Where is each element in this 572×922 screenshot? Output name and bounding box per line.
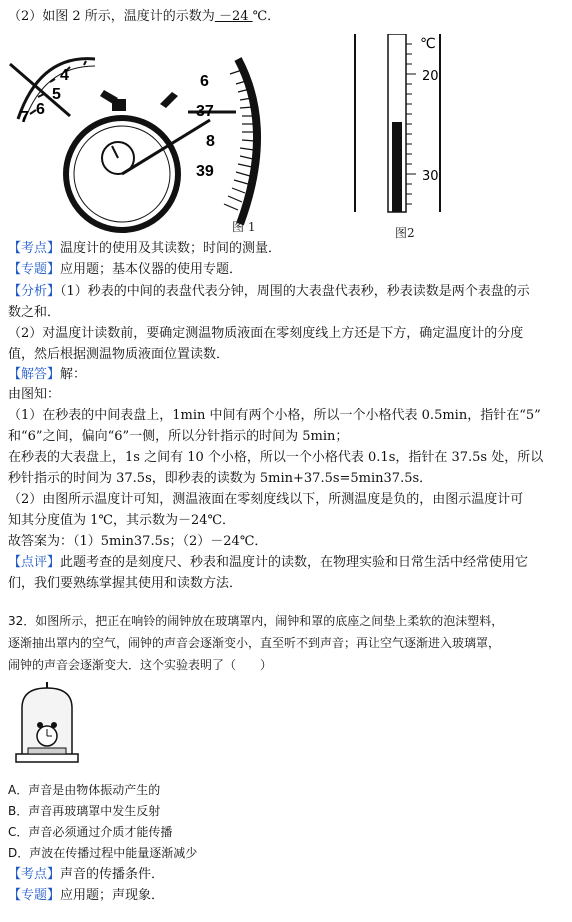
second-scale-zoom: [188, 59, 257, 224]
dianping-line-1: [8, 554, 528, 572]
solution-line-5: 秒针指示的时间为 37.5s，即秒表的读数为 5min+37.5s=5min37.5s．: [8, 471, 433, 486]
q32-zhuanti-text: 应用题；声现象．: [60, 888, 165, 903]
solution-line-6: （2）由图所示温度计可知，测温液面在零刻度线以下，所测温度是负的，由图示温度计可: [8, 492, 524, 507]
q32-zhuanti-tag: 【专题】: [8, 888, 61, 903]
zhuanti-text: 应用题；基本仪器的使用专题．: [60, 262, 243, 277]
fenxi-text-1: （1）秒表的中间的表盘代表分钟，周围的大表盘代表秒，秒表读数是两个表盘的示: [60, 284, 530, 299]
dial-num-7: 7: [20, 109, 29, 126]
q32-zhuanti-line: [8, 887, 164, 905]
solution-line-2: （1）在秒表的中间表盘上，1min 中间有两个小格，所以一个小格代表 0.5min，指针在“5”: [8, 408, 541, 423]
kaodian-line: [8, 240, 281, 258]
option-b: B．声音再玻璃罩中发生反射: [8, 804, 161, 818]
solution-line-8: 故答案为：（1）5min37.5s；（2）－24℃．: [8, 534, 268, 549]
kaodian-text: 温度计的使用及其读数；时间的测量．: [60, 241, 282, 256]
option-c: C．声音必须通过介质才能传播: [8, 825, 173, 839]
figure-2-caption: 图2: [395, 226, 415, 240]
q32-kaodian-text: 声音的传播条件．: [60, 867, 165, 882]
scale-num-39: 39: [196, 163, 214, 180]
zhuanti-line: [8, 261, 242, 279]
solution-line-1: 由图知：: [8, 387, 61, 402]
dianping-tag: 【点评】: [8, 555, 61, 570]
q32-line-1: 32．如图所示，把正在响铃的闹钟放在玻璃罩内，闹钟和罩的底座之间垫上柔软的泡沫塑料，: [8, 614, 504, 628]
figure-1-stopwatch: [0, 34, 340, 234]
solution-line-7: 知其分度值为 1℃，其示数为－24℃．: [8, 513, 236, 528]
fenxi-line-3: （2）对温度计读数前，要确定测温物质液面在零刻度线上方还是下方，确定温度计的分度: [8, 326, 524, 341]
q2-prefix: （2）如图 2 所示，温度计的示数为: [8, 9, 215, 24]
thermo-unit: ℃: [420, 36, 436, 52]
q32-kaodian-line: [8, 866, 164, 884]
dianping-line-2: 们，我们要熟练掌握其使用和读数方法．: [8, 576, 243, 591]
thermo-label-20: 20: [422, 69, 439, 84]
jieda-text: 解：: [60, 367, 87, 382]
alarm-clock-icon: [37, 722, 57, 746]
dial-num-6: 6: [36, 101, 45, 118]
fenxi-line-4: 值，然后根据测温物质液面位置读数．: [8, 347, 230, 362]
option-d: D．声波在传播过程中能量逐渐减少: [8, 846, 198, 860]
thermo-label-30: 30: [422, 169, 439, 184]
q2-answer-line: [8, 8, 280, 26]
bell-jar-figure: [12, 680, 82, 772]
scale-num-6: 6: [200, 73, 209, 90]
q32-line-3: 闹钟的声音会逐渐变大．这个实验表明了（ ）: [8, 658, 273, 672]
jieda-line: [8, 366, 86, 384]
dial-num-4: 4: [60, 67, 69, 84]
zhuanti-tag: 【专题】: [8, 262, 61, 277]
figure-2-thermometer: [350, 34, 450, 234]
q32-line-2: 逐渐抽出罩内的空气，闹钟的声音会逐渐变小，直至听不到声音；再让空气逐渐进入玻璃罩，: [8, 636, 501, 650]
scale-num-37: 37: [196, 103, 214, 120]
dianping-text-1: 此题考查的是刻度尺、秒表和温度计的读数，在物理实验和日常生活中经常使用它: [60, 555, 529, 570]
scale-num-8: 8: [206, 133, 215, 150]
kaodian-tag: 【考点】: [8, 241, 61, 256]
fenxi-tag: 【分析】: [8, 284, 61, 299]
option-a: A．声音是由物体振动产生的: [8, 783, 161, 797]
fenxi-line-2: 数之和．: [8, 305, 61, 320]
solution-line-3: 和“6”之间，偏向“6”一侧，所以分针指示的时间为 5min；: [8, 429, 349, 444]
jieda-tag: 【解答】: [8, 367, 61, 382]
q2-unit: ℃．: [252, 9, 281, 24]
figure-1-caption: 图 1: [232, 220, 256, 234]
q32-kaodian-tag: 【考点】: [8, 867, 61, 882]
q2-answer: －24: [214, 9, 253, 24]
solution-line-4: 在秒表的大表盘上，1s 之间有 10 个小格，所以一个小格代表 0.1s，指针在 37.5s 处，所以: [8, 450, 544, 465]
fenxi-line-1: [8, 283, 530, 301]
mercury-column: [392, 122, 402, 212]
dial-num-5: 5: [52, 86, 61, 103]
